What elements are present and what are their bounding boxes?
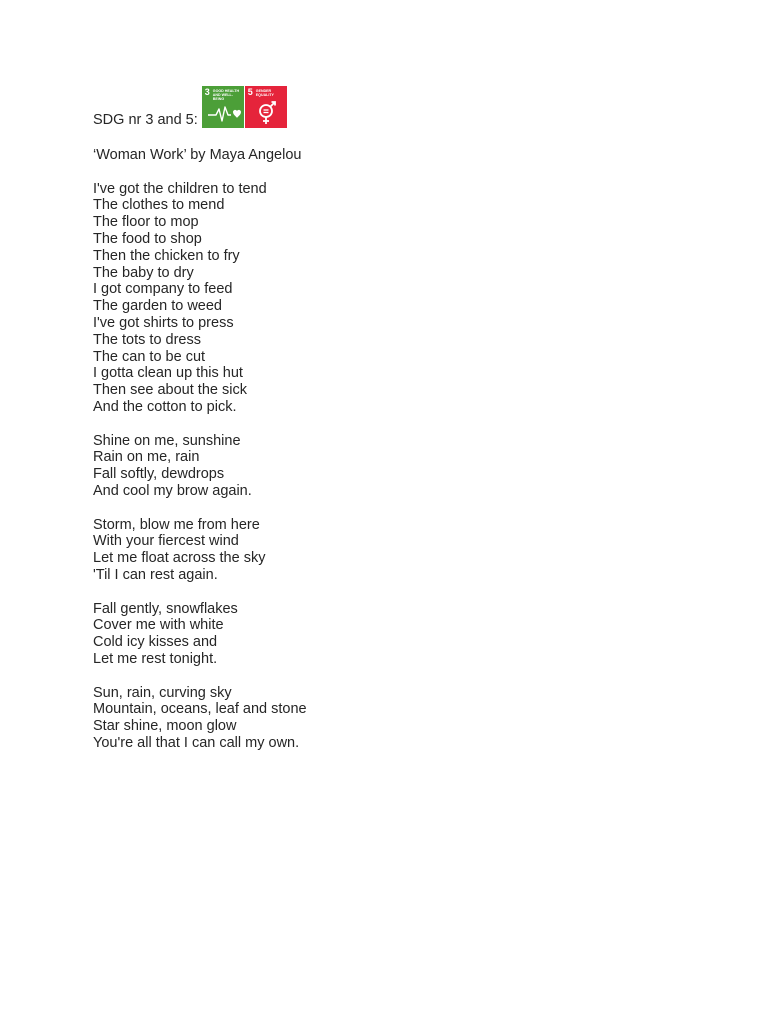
poem-line: I've got shirts to press [93, 314, 234, 331]
poem-line: 'Til I can rest again. [93, 566, 218, 583]
poem-stanza [93, 517, 693, 584]
poem-stanzas [93, 181, 693, 752]
poem-line: Cover me with white [93, 617, 224, 634]
poem-line: The tots to dress [93, 331, 201, 348]
poem-line: Let me rest tonight. [93, 650, 218, 667]
poem-line: Rain on me, rain [93, 449, 200, 466]
poem-line: Storm, blow me from here [93, 516, 260, 533]
poem-line: The floor to mop [93, 214, 199, 231]
poem [93, 147, 693, 768]
poem-line: Let me float across the sky [93, 550, 266, 567]
poem-line: The clothes to mend [93, 197, 225, 214]
poem-line: Fall gently, snowflakes [93, 600, 238, 617]
sdg-5-number: 5 [247, 87, 253, 97]
poem-stanza [93, 433, 693, 500]
sdg-header [93, 86, 287, 128]
gender-equality-icon [245, 99, 287, 127]
poem-line: And cool my brow again. [93, 482, 252, 499]
poem-line: Star shine, moon glow [93, 718, 237, 735]
poem-line: The food to shop [93, 230, 202, 247]
poem-line: You're all that I can call my own. [93, 734, 300, 751]
poem-line: Sun, rain, curving sky [93, 684, 232, 701]
sdg-3-number: 3 [204, 87, 210, 97]
poem-line: Cold icy kisses and [93, 634, 218, 651]
sdg-3-caption: GOOD HEALTH AND WELL-BEING [212, 89, 240, 101]
sdg-3-tile [202, 86, 244, 128]
poem-line: Then see about the sick [93, 382, 247, 399]
poem-title: ‘Woman Work’ by Maya Angelou [93, 147, 302, 163]
poem-line: With your fiercest wind [93, 533, 239, 550]
poem-line: Shine on me, sunshine [93, 432, 241, 449]
poem-stanza [93, 601, 693, 668]
poem-line: The can to be cut [93, 348, 206, 365]
poem-line: Mountain, oceans, leaf and stone [93, 701, 307, 718]
heartbeat-icon [202, 99, 244, 127]
poem-line: I've got the children to tend [93, 180, 267, 197]
poem-stanza [93, 181, 693, 416]
poem-line: I got company to feed [93, 281, 233, 298]
sdg-5-tile [245, 86, 287, 128]
sdg-5-caption: GENDER EQUALITY [255, 89, 274, 97]
poem-line: And the cotton to pick. [93, 398, 237, 415]
poem-line: Fall softly, dewdrops [93, 466, 225, 483]
poem-line: I gotta clean up this hut [93, 365, 243, 382]
sdg-label: SDG nr 3 and 5: [93, 112, 198, 129]
poem-line: Then the chicken to fry [93, 247, 240, 264]
poem-stanza [93, 685, 693, 752]
poem-line: The garden to weed [93, 298, 222, 315]
poem-line: The baby to dry [93, 264, 194, 281]
